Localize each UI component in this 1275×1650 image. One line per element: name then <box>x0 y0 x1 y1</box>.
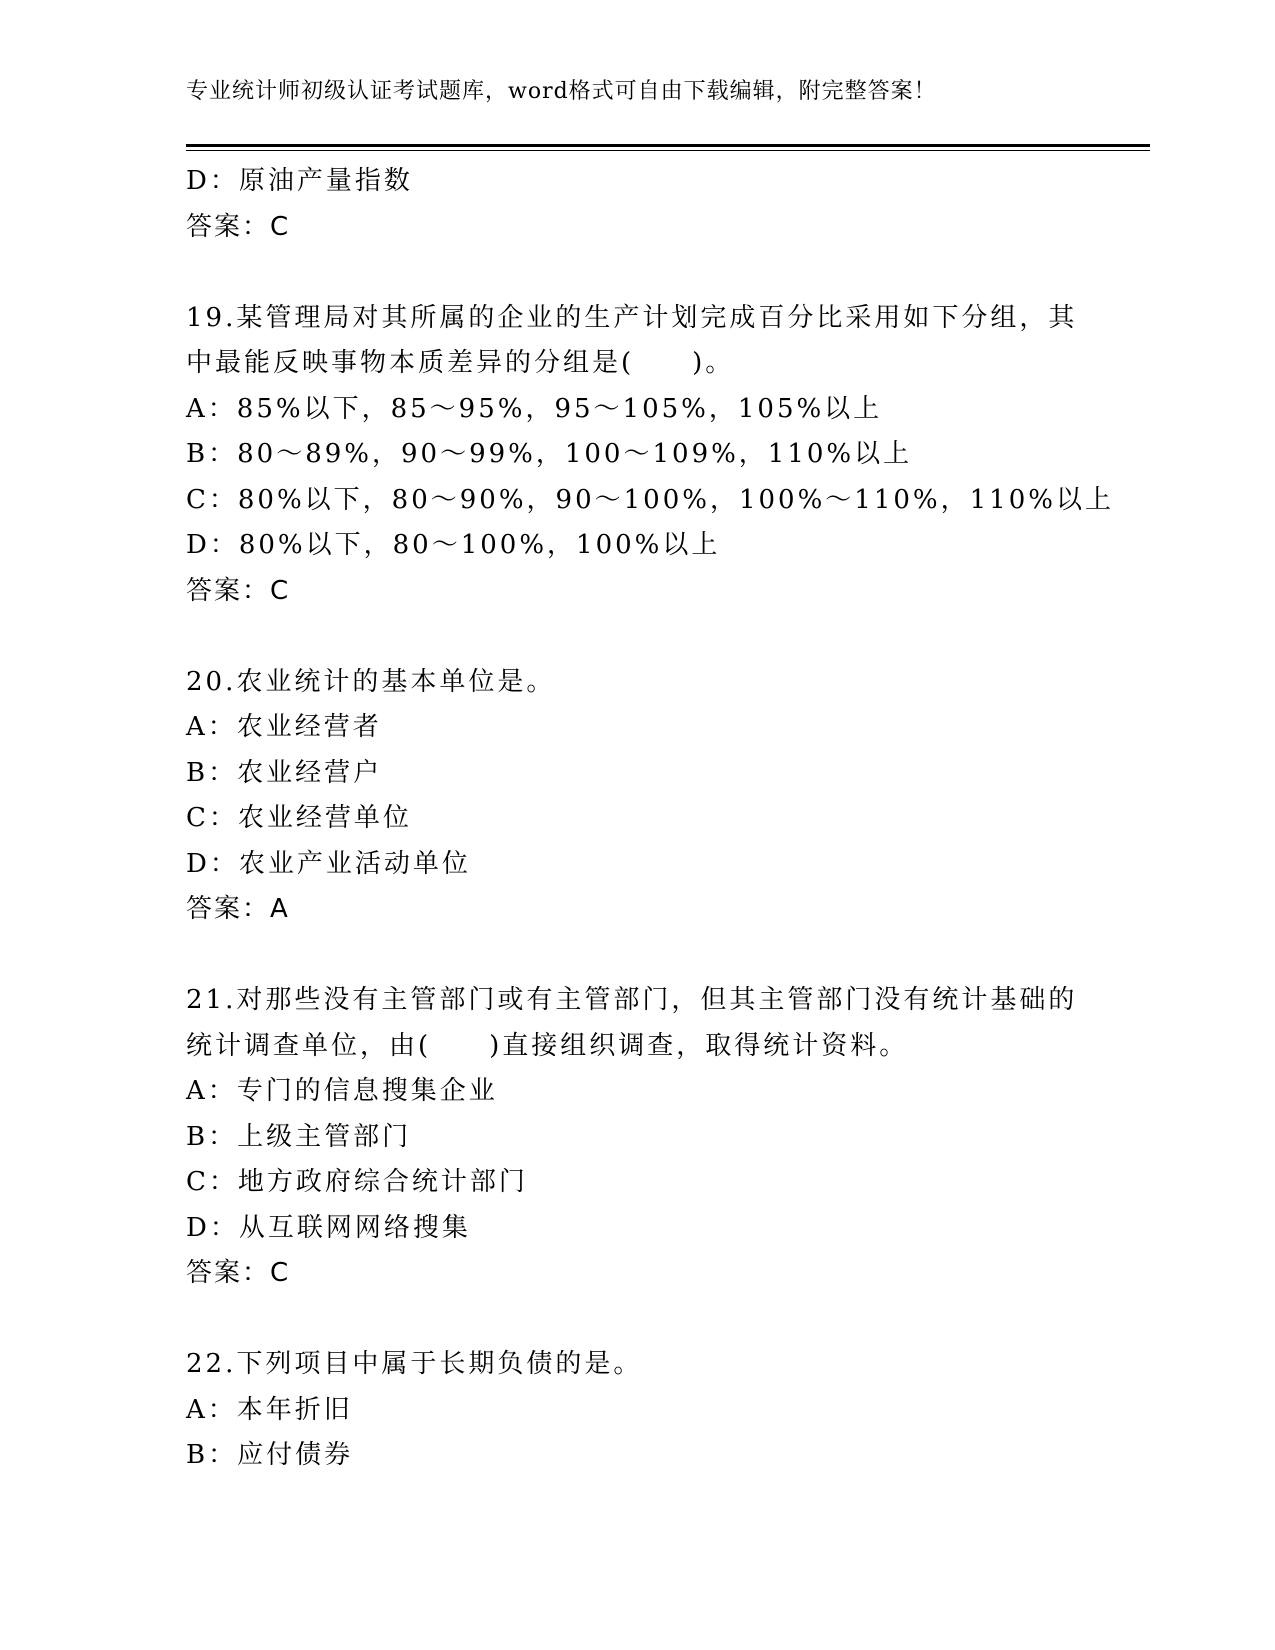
option-d: D：农业产业活动单位 <box>186 848 471 879</box>
spacer <box>186 933 1086 979</box>
spacer <box>186 1297 1086 1343</box>
spacer <box>186 614 1086 660</box>
option-d: D：从互联网网络搜集 <box>186 1212 471 1243</box>
question-21 <box>186 978 1086 1297</box>
question-22 <box>186 1342 1086 1479</box>
question-19 <box>186 296 1114 615</box>
document-body <box>186 159 1114 1479</box>
option-d: D：80%以下，80～100%，100%以上 <box>186 530 721 560</box>
option-c: C：地方政府综合统计部门 <box>186 1167 528 1197</box>
option-a: A：本年折旧 <box>186 1394 353 1425</box>
option-c: C：80%以下，80～90%，90～100%，100%～110%，110%以上 <box>186 484 1114 515</box>
option-b: B：上级主管部门 <box>186 1121 412 1152</box>
question-stem-line: 21.对那些没有主管部门或有主管部门，但其主管部门没有统计基础的 <box>186 985 1078 1015</box>
question-20 <box>186 660 1086 933</box>
header-rule-thick <box>186 144 1150 147</box>
question-stem-line: 20.农业统计的基本单位是。 <box>186 666 556 697</box>
option-a: A：专门的信息搜集企业 <box>186 1076 498 1106</box>
option-d: D：原油产量指数 <box>186 166 413 196</box>
option-a: A：85%以下，85～95%，95～105%，105%以上 <box>186 393 883 424</box>
answer-line: 答案：C <box>186 1258 291 1288</box>
answer-line: 答案：C <box>186 211 291 242</box>
option-a: A：农业经营者 <box>186 712 382 742</box>
answer-line: 答案：C <box>186 575 291 606</box>
question-stem-line: 19.某管理局对其所属的企业的生产计划完成百分比采用如下分组，其 <box>186 302 1078 333</box>
spacer <box>186 250 1086 296</box>
page-header-text: 专业统计师初级认证考试题库，word格式可自由下载编辑，附完整答案！ <box>186 79 937 104</box>
question-stem-line: 统计调查单位，由( )直接组织调查，取得统计资料。 <box>186 1030 909 1061</box>
header-rule-thin <box>186 150 1150 151</box>
option-b: B：农业经营户 <box>186 757 383 788</box>
option-b: B：应付债券 <box>186 1440 354 1470</box>
answer-line: 答案：A <box>186 894 290 924</box>
option-c: C：农业经营单位 <box>186 803 412 833</box>
option-b: B：80～89%，90～99%，100～109%，110%以上 <box>186 439 913 469</box>
question-stem-line: 22.下列项目中属于长期负债的是。 <box>186 1349 643 1379</box>
question-stem-line: 中最能反映事物本质差异的分组是( )。 <box>186 348 735 378</box>
